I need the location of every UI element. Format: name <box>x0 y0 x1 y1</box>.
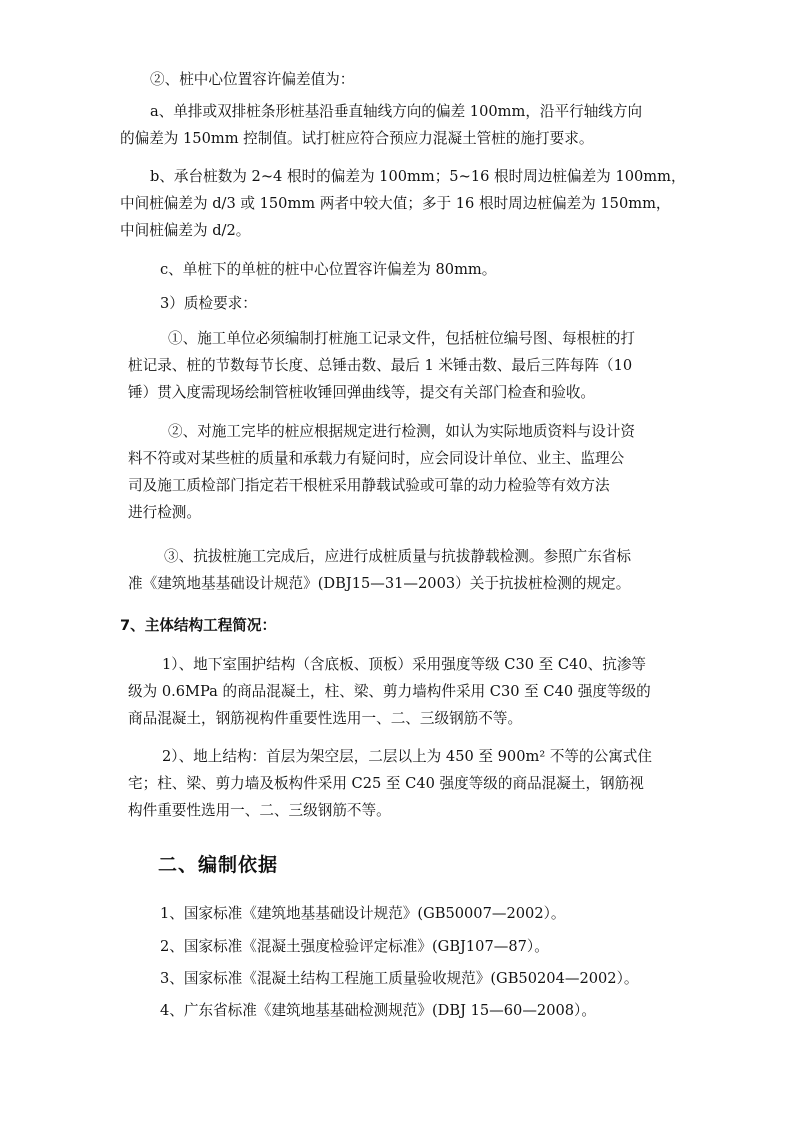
item-a-paragraph <box>120 98 688 152</box>
reference-item: 3、国家标准《混凝土结构工程施工质量验收规范》(GB50204—2002）。 <box>160 970 639 987</box>
qc-1-paragraph <box>128 325 696 406</box>
item-b-line: 中间桩偏差为 d/2。 <box>120 222 251 239</box>
qc-3-line: ③、抗拔桩施工完成后，应进行成桩质量与抗拔静载检测。参照广东省标 <box>164 548 632 565</box>
item-b-line: b、承台桩数为 2~4 根时的偏差为 100mm；5~16 根时周边桩偏差为 100mm， <box>150 168 686 185</box>
reference-item: 1、国家标准《建筑地基基础设计规范》(GB50007—2002）。 <box>160 905 566 922</box>
qc-2-line: 进行检测。 <box>128 504 201 521</box>
qc-1-line: 锤）贯入度需现场绘制管桩收锤回弹曲线等，提交有关部门检查和验收。 <box>128 384 596 401</box>
item-a-line: a、单排或双排桩条形桩基沿垂直轴线方向的偏差 100mm，沿平行轴线方向 <box>150 103 643 120</box>
qc-1-line: ①、施工单位必须编制打桩施工记录文件，包括桩位编号图、每根桩的打 <box>168 330 636 347</box>
section-7-heading: 7、主体结构工程简况： <box>120 617 277 634</box>
reference-item: 4、广东省标准《建筑地基基础检测规范》(DBJ 15—60—2008）。 <box>160 1002 596 1019</box>
structure-2-paragraph <box>128 743 696 824</box>
chapter-2-heading: 二、编制依据 <box>158 854 279 876</box>
item-c-paragraph: c、单桩下的单桩的桩中心位置容许偏差为 80mm。 <box>160 261 497 278</box>
structure-1-line: 级为 0.6MPa 的商品混凝土，柱、梁、剪力墙构件采用 C30 至 C40 强度等级的 <box>128 683 651 700</box>
qc-2-line: 料不符或对某些桩的质量和承载力有疑问时，应会同设计单位、业主、监理公 <box>128 450 625 467</box>
item-b-line: 中间桩偏差为 d/3 或 150mm 两者中较大值；多于 16 根时周边桩偏差为 150mm， <box>120 195 671 212</box>
qc-2-line: 司及施工质检部门指定若干根桩采用静载试验或可靠的动力检验等有效方法 <box>128 477 610 494</box>
qc-title: 3）质检要求： <box>160 295 257 312</box>
structure-2-line: 宅；柱、梁、剪力墙及板构件采用 C25 至 C40 强度等级的商品混凝土，钢筋视 <box>128 775 644 792</box>
section-2-title: ②、桩中心位置容许偏差值为： <box>150 71 355 88</box>
item-a-line: 的偏差为 150mm 控制值。试打桩应符合预应力混凝土管桩的施打要求。 <box>120 130 594 147</box>
qc-1-line: 桩记录、桩的节数每节长度、总锤击数、最后 1 米锤击数、最后三阵每阵（10 <box>128 357 633 374</box>
structure-1-line: 1）、地下室围护结构（含底板、顶板）采用强度等级 C30 至 C40、抗渗等 <box>162 656 647 673</box>
reference-item: 2、国家标准《混凝土强度检验评定标准》(GBJ107—87）。 <box>160 938 549 955</box>
item-b-paragraph <box>120 163 688 244</box>
structure-2-line: 构件重要性选用一、二、三级钢筋不等。 <box>128 802 391 819</box>
qc-3-line: 准《建筑地基基础设计规范》(DBJ15—31—2003）关于抗拔桩检测的规定。 <box>128 575 631 592</box>
structure-2-line: 2）、地上结构：首层为架空层，二层以上为 450 至 900m² 不等的公寓式住 <box>162 748 652 765</box>
qc-2-paragraph <box>128 418 696 526</box>
qc-3-paragraph <box>128 543 696 597</box>
structure-1-line: 商品混凝土，钢筋视构件重要性选用一、二、三级钢筋不等。 <box>128 710 523 727</box>
qc-2-line: ②、对施工完毕的桩应根据规定进行检测，如认为实际地质资料与设计资 <box>168 423 636 440</box>
structure-1-paragraph <box>128 651 696 732</box>
